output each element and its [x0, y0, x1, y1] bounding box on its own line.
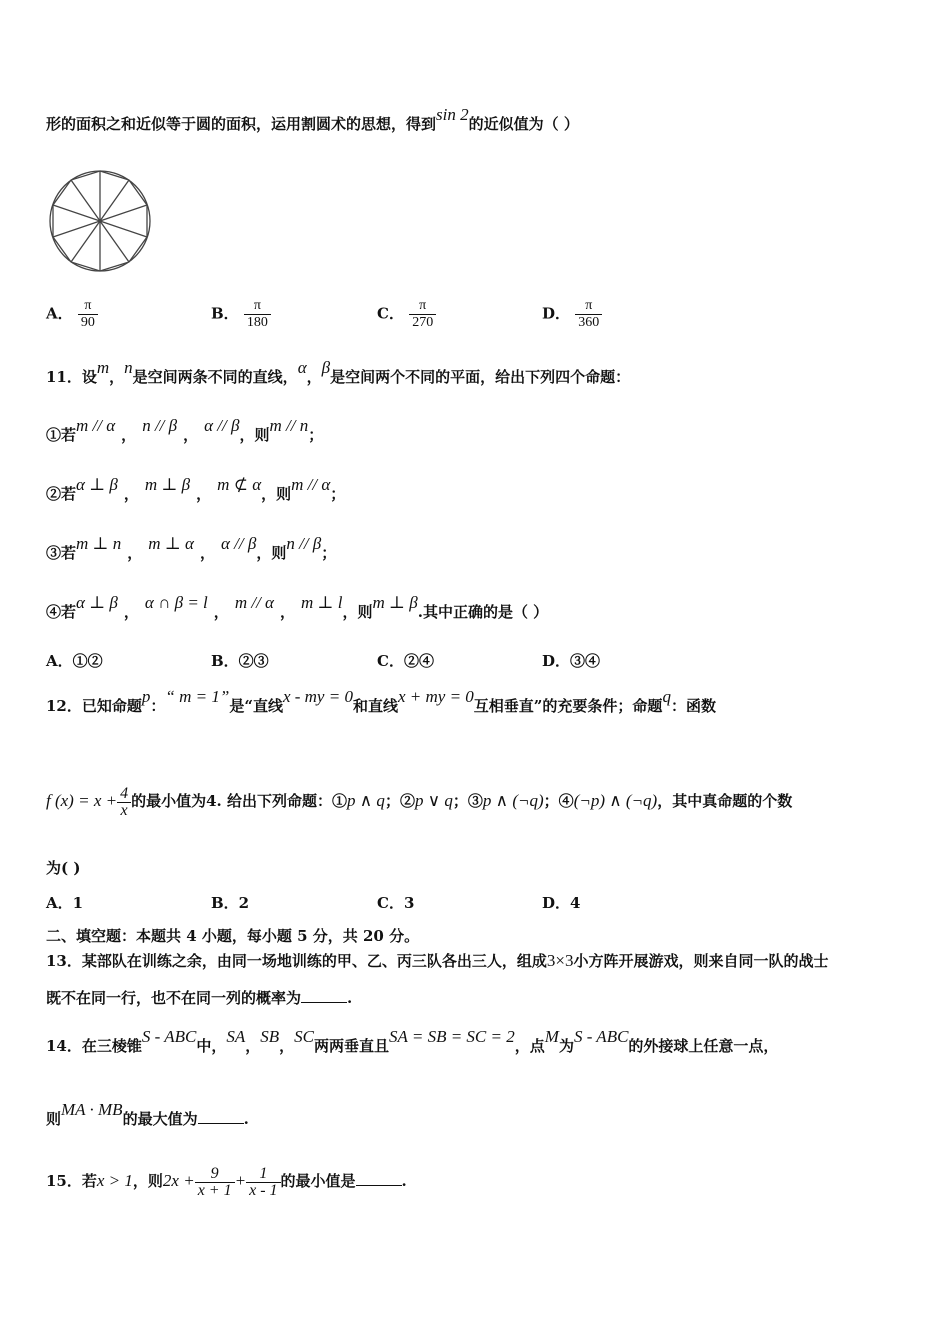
q14-prefix: 14．在三棱锥 — [46, 1037, 142, 1055]
q14-end: . — [243, 1110, 249, 1128]
fraction — [117, 786, 131, 819]
q10-option-b[interactable] — [211, 298, 271, 331]
q11-stem — [46, 358, 631, 387]
math-expr: p ∧ (¬q) — [482, 791, 544, 810]
math-expr: n // β — [286, 534, 322, 553]
option-text: D．③④ — [542, 652, 601, 670]
math-expr: α ∩ β = l — [144, 593, 208, 612]
section-heading — [46, 926, 419, 946]
math-n: n — [124, 358, 133, 377]
sep: ；④ — [543, 792, 574, 810]
math-expr: x + my = 0 — [397, 687, 474, 706]
q12-option-b[interactable] — [211, 892, 249, 913]
q12-text: 为( ) — [46, 859, 81, 877]
fraction — [195, 1166, 235, 1199]
math-expr: S - ABC — [141, 1027, 197, 1046]
math-expr: S - ABC — [573, 1027, 629, 1046]
answer-blank[interactable] — [301, 990, 347, 1003]
denominator: 360 — [575, 314, 602, 331]
math-expr: m ⊄ α — [217, 475, 262, 494]
q14-text: 中， — [196, 1037, 227, 1055]
math-expr: α ⊥ β — [76, 593, 118, 612]
math-expr: m ⊥ n — [76, 534, 122, 553]
option-text: A．1 — [46, 894, 84, 912]
math-q: q — [662, 687, 671, 706]
q11-proposition-2: ②若α ⊥ β ， m ⊥ β ， m ⊄ α，则m // α； — [46, 475, 346, 503]
q12-text: ，其中真命题的个数 — [657, 792, 793, 810]
q11-option-a[interactable] — [46, 650, 103, 671]
math-expr: M — [544, 1027, 559, 1046]
q11-proposition-1: ①若m // α ， n // β ， α // β，则m // n； — [46, 416, 324, 444]
math-expr: x - my = 0 — [282, 687, 353, 706]
math-expr: n // β — [142, 416, 178, 435]
numerator: 1 — [259, 1164, 268, 1182]
q10-stem — [46, 105, 579, 134]
q12-text: 和直线 — [352, 697, 398, 715]
numerator: π — [585, 298, 593, 313]
option-label: A． — [46, 304, 73, 323]
answer-blank[interactable] — [356, 1173, 402, 1186]
q12-prefix: 12．已知命题 — [46, 697, 142, 715]
option-text: A．①② — [46, 652, 103, 670]
q12-option-d[interactable] — [542, 892, 580, 913]
q12-stem-line3 — [46, 858, 80, 878]
q15-prefix: 15．若 — [46, 1172, 97, 1190]
q10-expr: sin 2 — [436, 105, 469, 124]
q14-text: 的外接球上任意一点， — [628, 1037, 779, 1055]
math-expr: m ⊥ l — [300, 593, 343, 612]
q12-option-a[interactable] — [46, 892, 83, 913]
numerator: 4 — [120, 784, 129, 802]
fraction — [246, 1166, 280, 1199]
fraction — [244, 298, 271, 331]
q12-text: ：函数 — [670, 697, 716, 715]
q11-option-c[interactable] — [377, 650, 434, 671]
q12-text: 是“直线 — [229, 697, 283, 715]
math-expr: α ⊥ β — [76, 475, 118, 494]
math-function: f (x) = x + — [46, 791, 118, 810]
prop-prefix: ④若 — [46, 603, 77, 621]
q15-stem — [46, 1160, 407, 1202]
sep: ；② — [384, 792, 415, 810]
q14-stem-line1 — [46, 1027, 779, 1056]
math-expr: SA — [226, 1027, 246, 1046]
q10-text-after: 的近似值为（ ） — [468, 115, 579, 133]
math-beta: β — [321, 358, 331, 377]
numerator: π — [84, 298, 92, 313]
q11-proposition-3: ③若m ⊥ n ， m ⊥ α ， α // β，则n // β； — [46, 534, 337, 562]
math-expr: MA · MB — [61, 1100, 123, 1119]
math-expr: 2x + — [162, 1171, 195, 1190]
prop-then: ，则 — [342, 603, 373, 621]
prop-prefix: ②若 — [46, 485, 77, 503]
q13-stem-line2 — [46, 988, 352, 1008]
option-label: D． — [542, 304, 571, 323]
q14-stem-line2 — [46, 1100, 249, 1129]
q14-text: ，点 — [514, 1037, 545, 1055]
denominator: 270 — [409, 314, 436, 331]
sep: ；③ — [452, 792, 483, 810]
q14-text: 的最大值为 — [122, 1110, 198, 1128]
option-text: B．2 — [211, 894, 250, 912]
option-label: C． — [377, 304, 404, 323]
q12-stem-line1 — [46, 687, 716, 716]
q10-option-c[interactable] — [377, 298, 436, 331]
math-expr: m // α — [291, 475, 331, 494]
option-text: C．3 — [377, 894, 415, 912]
prop-then: ，则 — [256, 544, 287, 562]
sep: ， — [279, 1037, 295, 1055]
q15-text: 的最小值是 — [280, 1172, 356, 1190]
sep: ， — [306, 368, 322, 386]
q11-text: 是空间两条不同的直线， — [132, 368, 298, 386]
math-expr: m // α — [76, 416, 116, 435]
math-expr: 3×3 — [546, 951, 574, 970]
numerator: π — [419, 298, 427, 313]
prop-prefix: ①若 — [46, 426, 77, 444]
math-expr: x > 1 — [96, 1171, 133, 1190]
q12-text: 的最小值为4. 给出下列命题：① — [131, 792, 347, 810]
sep: ， — [245, 1037, 261, 1055]
q15-end: . — [401, 1172, 407, 1190]
math-p: p — [141, 687, 151, 706]
q13-text: 小方阵开展游戏，则来自同一队的战士 — [573, 952, 829, 970]
math-expr: m ⊥ β — [372, 593, 418, 612]
prop-then: ，则 — [239, 426, 270, 444]
q11-option-d[interactable] — [542, 650, 600, 671]
prop-end: ； — [330, 485, 346, 503]
option-text: C．②④ — [377, 652, 434, 670]
sep: ： — [150, 697, 166, 715]
q12-stem-line2 — [46, 780, 792, 822]
denominator: 180 — [244, 314, 271, 331]
math-expr: m // α — [234, 593, 274, 612]
q11-proposition-4: ④若α ⊥ β ， α ∩ β = l ， m // α ， m ⊥ l，则m ⊥ β.其中正确的是（ ） — [46, 593, 549, 621]
option-text: B．②③ — [211, 652, 269, 670]
math-expr: p ∨ q — [414, 791, 453, 810]
math-expr: SB — [260, 1027, 280, 1046]
q14-text: 则 — [46, 1110, 62, 1128]
prop-end: ； — [321, 544, 337, 562]
math-expr: m // n — [269, 416, 309, 435]
math-expr: α // β — [204, 416, 240, 435]
sep: ， — [109, 368, 125, 386]
prop-end: .其中正确的是（ ） — [417, 603, 549, 621]
q11-prefix: 11．设 — [46, 368, 97, 386]
math-expr: m ⊥ α — [148, 534, 194, 553]
q11-text: 是空间两个不同的平面，给出下列四个命题： — [330, 368, 631, 386]
math-expr: m ⊥ β — [144, 475, 191, 494]
q14-text: 两两垂直且 — [314, 1037, 390, 1055]
q13-text: 既不在同一行，也不在同一列的概率为 — [46, 989, 302, 1007]
math-alpha: α — [297, 358, 307, 377]
prop-end: ； — [308, 426, 324, 444]
math-expr: “ m = 1” — [165, 687, 230, 706]
option-text: D．4 — [542, 894, 581, 912]
prop-prefix: ③若 — [46, 544, 77, 562]
q10-option-a[interactable] — [46, 298, 98, 331]
math-expr: (¬p) ∧ (¬q) — [573, 791, 658, 810]
math-m: m — [96, 358, 110, 377]
q12-option-c[interactable] — [377, 892, 414, 913]
section-title: 二、填空题：本题共 4 小题，每小题 5 分，共 20 分。 — [46, 927, 420, 945]
q12-text: 互相垂直”的充要条件；命题 — [473, 697, 663, 715]
math-expr: SA = SB = SC = 2 — [389, 1027, 515, 1046]
q11-option-b[interactable] — [211, 650, 269, 671]
answer-blank[interactable] — [198, 1111, 244, 1124]
numerator: π — [253, 298, 261, 313]
q15-text: ，则 — [132, 1172, 163, 1190]
q10-option-d[interactable] — [542, 298, 602, 331]
math-expr: SC — [294, 1027, 315, 1046]
q14-text: 为 — [558, 1037, 574, 1055]
q13-stem-line1 — [46, 951, 829, 971]
denominator: x - 1 — [246, 1182, 280, 1199]
prop-then: ，则 — [261, 485, 292, 503]
q13-end: . — [347, 989, 353, 1007]
math-plus: + — [234, 1171, 247, 1190]
denominator: x — [117, 802, 131, 819]
fraction — [575, 298, 602, 331]
numerator: 9 — [210, 1164, 219, 1182]
fraction — [78, 298, 98, 331]
inscribed-polygon-figure — [49, 170, 155, 274]
math-expr: α // β — [221, 534, 257, 553]
denominator: x + 1 — [195, 1182, 235, 1199]
option-label: B． — [211, 304, 239, 323]
math-expr: p ∧ q — [346, 791, 385, 810]
fraction — [409, 298, 436, 331]
q10-text: 形的面积之和近似等于圆的面积，运用割圆术的思想，得到 — [46, 115, 437, 133]
q13-text: 13．某部队在训练之余，由同一场地训练的甲、乙、丙三队各出三人，组成 — [46, 952, 547, 970]
denominator: 90 — [78, 314, 98, 331]
